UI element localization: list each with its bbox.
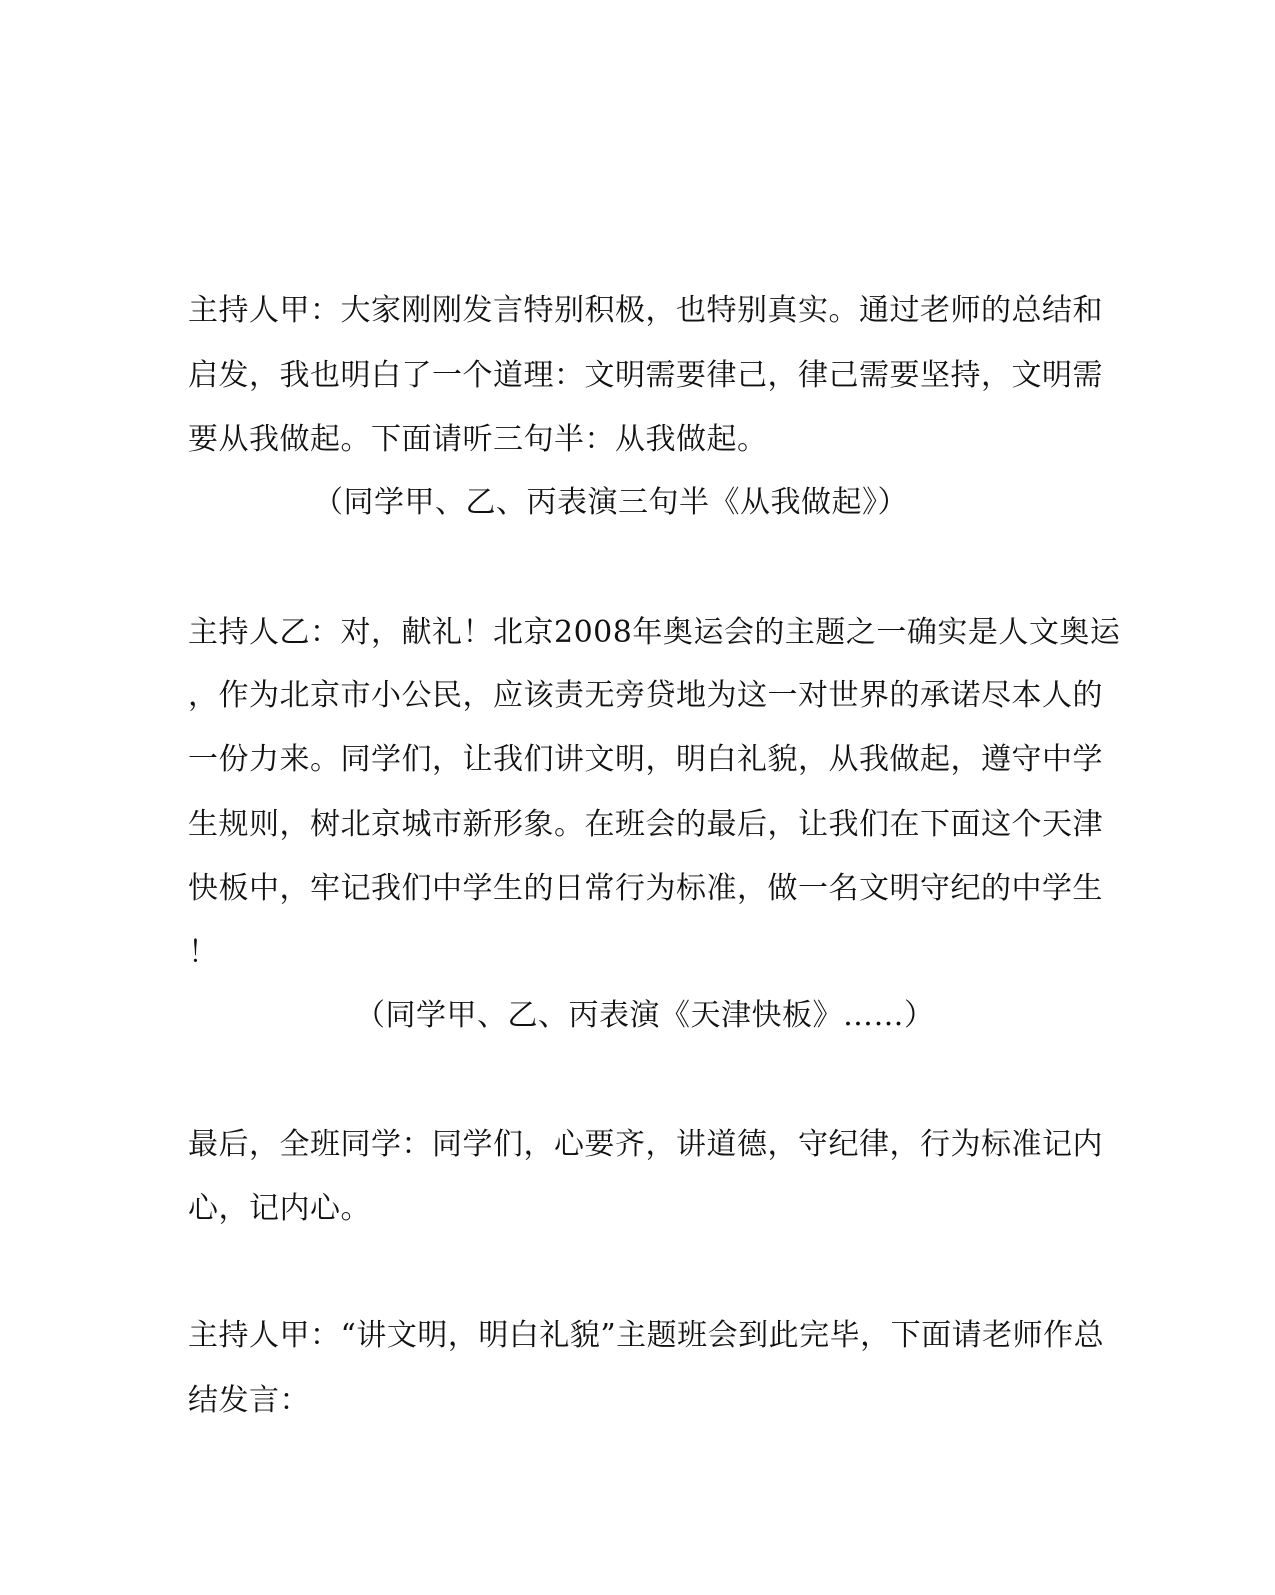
text-line: ，作为北京市小公民，应该责无旁贷地为这一对世界的承诺尽本人的 — [188, 678, 1103, 713]
text-line: 主持人甲：“讲文明，明白礼貌”主题班会到此完毕，下面请老师作总 — [188, 1318, 1105, 1353]
stage-direction-kuaiban: （同学甲、乙、丙表演《天津快板》……） — [355, 998, 935, 1033]
text-line: 一份力来。同学们，让我们讲文明，明白礼貌，从我做起，遵守中学 — [188, 742, 1103, 777]
text-line: 最后，全班同学：同学们，心要齐，讲道德，守纪律，行为标准记内 — [188, 1127, 1103, 1162]
text-line: ！ — [188, 935, 219, 970]
text-line: 主持人乙：对，献礼！北京2008年奥运会的主题之一确实是人文奥运 — [188, 615, 1121, 650]
text-line: 生规则，树北京城市新形象。在班会的最后，让我们在下面这个天津 — [188, 807, 1103, 842]
text-line: 启发，我也明白了一个道理：文明需要律己，律己需要坚持，文明需 — [188, 358, 1103, 393]
text-line: 主持人甲：大家刚刚发言特别积极，也特别真实。通过老师的总结和 — [188, 293, 1103, 328]
text-line: 结发言： — [188, 1383, 310, 1418]
stage-direction-sanjuban: （同学甲、乙、丙表演三句半《从我做起》） — [313, 485, 908, 520]
text-line: 快板中，牢记我们中学生的日常行为标准，做一名文明守纪的中学生 — [188, 871, 1103, 906]
text-line: 要从我做起。下面请听三句半：从我做起。 — [188, 422, 768, 457]
text-line: 心，记内心。 — [188, 1191, 371, 1226]
